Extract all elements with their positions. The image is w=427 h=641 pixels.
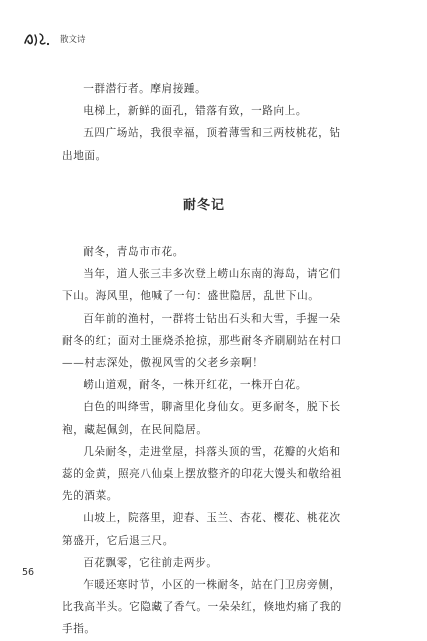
paragraph: 电梯上，新鲜的面孔，错落有致，一路向上。 xyxy=(83,105,308,118)
article-body xyxy=(62,241,346,641)
paragraph: 崂山道观，耐冬，一株开红花，一株开白花。 xyxy=(83,379,308,392)
paragraph: 乍暖还寒时节，小区的一株耐冬，站在门卫房旁侧，比我高半头。它隐藏了香气。一朵朵红，倏地灼痛了我的手指。 xyxy=(62,579,342,636)
previous-section-text xyxy=(62,78,346,167)
section-name: 散文诗 xyxy=(60,35,86,45)
page-number: 56 xyxy=(22,567,35,578)
paragraph: 当年，道人张三丰多次登上崂山东南的海岛，请它们下山。海风里，他喊了一句：盛世隐居，乱世下山。 xyxy=(62,268,341,303)
calligraphy-logo-icon xyxy=(22,30,54,48)
page-content xyxy=(62,78,346,641)
paragraph: 耐冬，青岛市市花。 xyxy=(83,246,184,259)
paragraph: 五四广场站，我很幸福，顶着薄雪和三两枝桃花，钻出地面。 xyxy=(62,127,341,162)
paragraph: 白色的叫绛雪，聊斋里化身仙女。更多耐冬，脱下长袍，藏起佩剑，在民间隐居。 xyxy=(62,401,341,436)
paragraph: 几朵耐冬，走进堂屋，抖落头顶的雪，花瓣的火焰和蕊的金黄，照亮八仙桌上摆放整齐的印花大馒头和敬给祖先的酒菜。 xyxy=(62,445,342,503)
paragraph: 百年前的渔村，一群将士钻出石头和大雪，手握一朵耐冬的红；面对土匪烧杀抢掠，那些耐冬齐刷刷站在村口——村志深处，傲视风雪的父老乡亲啊！ xyxy=(62,312,342,370)
page-header xyxy=(22,30,86,48)
paragraph: 山坡上，院落里，迎春、玉兰、杏花、樱花、桃花次第盛开，它后退三尺。 xyxy=(62,512,341,547)
paragraph: 百花飘零，它往前走两步。 xyxy=(83,556,218,569)
paragraph: 一群潜行者。摩肩接踵。 xyxy=(83,83,207,95)
article-title: 耐冬记 xyxy=(182,197,225,213)
